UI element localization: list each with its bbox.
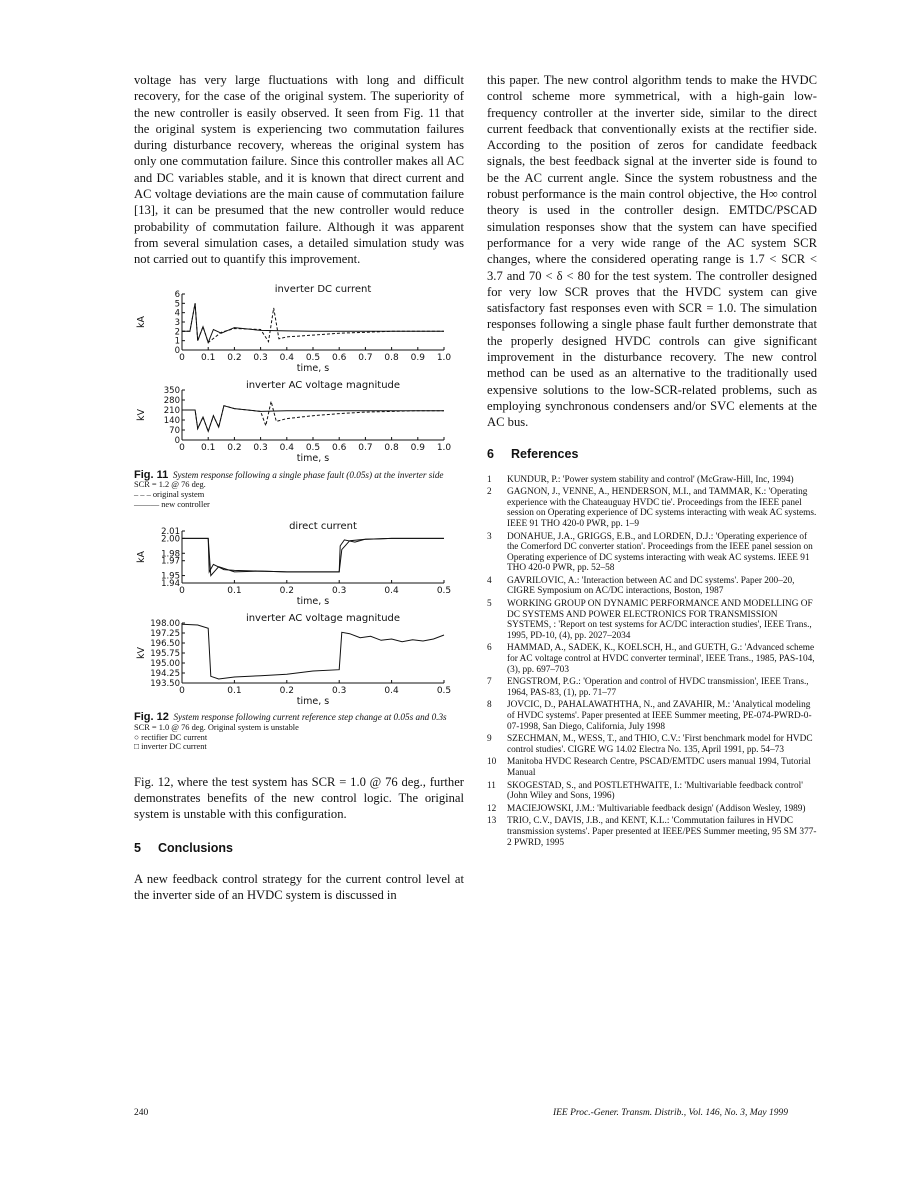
reference-text: HAMMAD, A., SADEK, K., KOELSCH, H., and GUETH, G.: 'Advanced scheme for AC voltage control at HVDC converter terminal', IEEE Trans., 1985, PAS-104, (3), pp. 697–703 xyxy=(507,643,815,675)
y-tick-label: 196.50 xyxy=(150,639,180,650)
y-tick-label: 197.25 xyxy=(150,629,180,640)
y-tick-label: 1.98 xyxy=(161,549,180,560)
y-tick-label: 2 xyxy=(174,326,180,337)
series-line-2 xyxy=(182,539,444,576)
chart-title: inverter DC current xyxy=(274,283,372,295)
y-tick-label: 280 xyxy=(163,395,180,406)
x-tick-label: 0.5 xyxy=(305,442,321,453)
reference-number: 2 xyxy=(487,487,492,498)
reference-text: SZECHMAN, M., WESS, T., and THIO, C.V.: 'First benchmark model for HVDC control studies'. CIGRE WG 14.02 Electra No. 135, April 1991, pp. 54–73 xyxy=(507,734,813,755)
series-line-1 xyxy=(182,539,444,573)
journal-footer: IEE Proc.-Gener. Transm. Distrib., Vol. 146, No. 3, May 1999 xyxy=(552,1108,788,1118)
x-tick-label: 0.3 xyxy=(332,686,347,697)
reference-text: SKOGESTAD, S., and POSTLETHWAITE, I.: 'Multivariable feedback control' (John Wiley and Sons, 1996) xyxy=(507,780,803,802)
right-column xyxy=(487,72,817,850)
reference-text: KUNDUR, P.: 'Power system stability and control' (McGraw-Hill, Inc, 1994) xyxy=(507,474,794,485)
x-tick-label: 0.6 xyxy=(332,442,347,453)
reference-number: 13 xyxy=(487,816,497,827)
fig12-legend-inverter: □ inverter DC current xyxy=(134,742,207,752)
reference-number: 4 xyxy=(487,575,492,586)
reference-item xyxy=(487,781,817,802)
reference-item xyxy=(487,643,817,675)
reference-text: JOVCIC, D., PAHALAWATHTHA, N., and ZAVAHIR, M.: 'Analytical modeling of HVDC systems'. Paper presented at IEEE Summer meeting, PE-074-PWRD-0-07-1998, San Diego, California, July 1998 xyxy=(507,700,812,732)
y-tick-label: 198.00 xyxy=(150,619,180,630)
y-tick-label: 195.75 xyxy=(150,649,180,660)
series-line-1 xyxy=(182,303,444,342)
reference-item xyxy=(487,576,817,597)
reference-number: 9 xyxy=(487,734,492,745)
reference-number: 7 xyxy=(487,677,492,688)
reference-number: 11 xyxy=(487,780,496,791)
y-tick-label: 6 xyxy=(174,289,180,300)
fig12-caption xyxy=(134,712,464,723)
reference-item xyxy=(487,804,817,815)
y-tick-label: 210 xyxy=(163,405,180,416)
y-tick-label: 0 xyxy=(174,435,180,446)
fig12-caption-text: System response following current reference step change at 0.05s and 0.3s xyxy=(173,712,447,723)
x-tick-label: 0.2 xyxy=(227,352,242,363)
reference-item xyxy=(487,532,817,574)
x-tick-label: 0.8 xyxy=(384,352,399,363)
section-5-heading xyxy=(134,841,464,855)
x-tick-label: 0.8 xyxy=(384,442,399,453)
reference-number: 3 xyxy=(487,531,492,542)
reference-text: DONAHUE, J.A., GRIGGS, E.B., and LORDEN, D.J.: 'Operating experience of the Comerford DC converter station'. Proceedings from the IEEE panel session on Operating experience of DC systems interacting with weak AC systems. IEEE 91 THO 420-0 PWR, pp. 52–58 xyxy=(507,531,813,574)
series-line-1 xyxy=(182,624,444,679)
y-tick-label: 1.94 xyxy=(161,579,180,590)
y-tick-label: 140 xyxy=(163,415,180,426)
reference-text: WORKING GROUP ON DYNAMIC PERFORMANCE AND MODELLING OF DC SYSTEMS AND POWER ELECTRONICS FOR TRANSMISSION SYSTEMS, : 'Report on test systems for AC/DC interaction studies', IEEE Trans., 1995, PD-10, (4), pp. 2027–2034 xyxy=(507,599,813,641)
y-axis-label: kA xyxy=(136,551,147,564)
x-tick-label: 0.4 xyxy=(384,686,399,697)
reference-number: 12 xyxy=(487,803,497,814)
reference-number: 8 xyxy=(487,700,492,711)
chart-title: inverter AC voltage magnitude xyxy=(245,613,401,625)
x-tick-label: 0.4 xyxy=(384,586,399,597)
fig11-note: SCR = 1.2 @ 76 deg. xyxy=(134,480,206,490)
y-tick-label: 2.01 xyxy=(161,527,180,538)
y-tick-label: 70 xyxy=(169,425,180,436)
reference-text: MACIEJOWSKI, J.M.: 'Multivariable feedback design' (Addison Wesley, 1989) xyxy=(507,803,806,814)
x-tick-label: 0.4 xyxy=(279,352,294,363)
fig12-legend-rectifier: ○ rectifier DC current xyxy=(134,732,208,742)
reference-item xyxy=(487,700,817,732)
chart-inverter-ac-voltage xyxy=(134,376,464,466)
chart-title: direct current xyxy=(289,521,357,533)
x-tick-label: 0.5 xyxy=(436,586,452,597)
reference-item xyxy=(487,475,817,486)
right-paragraph-1: this paper. The new control algorithm tends to make the HVDC control scheme more symmetrical, with a high-gain low-frequency controller at the inverter side, similar to the direct current feedback that conventionally exists at the rectifier side. According to the position of zeros for candidate feedback signals, the best feedback signal at the inverter side is found to be the AC current angle. Since the system robustness and the robust performance is the main control objective, the H∞ control theory is used in the controller design. EMTDC/PSCAD simulation responses show that the system can have specified performance for a very wide range of the AC system SCR changes, where the considered operating range is 1.7 < SCR < 3.7 and 70 < δ < 80 for the test system. The controller designed for very low SCR proves that the HVDC system can give satisfactory fast responses even with SCR = 1.0. The simulation responses following a single phase fault further demonstrate that the properly designed HVDC controls can give significant improvement in the disturbance recovery. The new control method can be used as an alternative to the traditionally used expensive solutions to the low-SCR-related problems, such as employing synchronous condensers and/or SVC elements at the AC bus. xyxy=(487,73,817,430)
x-tick-label: 1.0 xyxy=(436,352,452,363)
series-line-1 xyxy=(182,405,444,431)
reference-number: 5 xyxy=(487,599,492,610)
x-tick-label: 0.1 xyxy=(201,442,216,453)
reference-item xyxy=(487,677,817,698)
reference-text: Manitoba HVDC Research Centre, PSCAD/EMTDC users manual 1994, Tutorial Manual xyxy=(507,757,811,778)
x-tick-label: 0.1 xyxy=(227,686,242,697)
section-6-title: References xyxy=(511,446,579,461)
chart-inverter-dc-current xyxy=(134,280,464,376)
x-tick-label: 0.7 xyxy=(358,352,373,363)
x-tick-label: 0.1 xyxy=(201,352,216,363)
x-tick-label: 0.5 xyxy=(305,352,321,363)
reference-number: 1 xyxy=(487,474,492,485)
reference-text: GAGNON, J., VENNE, A., HENDERSON, M.I., and TAMMAR, K.: 'Operating experience with the Chateauguay HVDC tie'. Proceedings from the IEEE panel session on Operating experience of DC systems interacting with weak AC systems. IEEE 91 THO 420-0 PWR, pp. 1–9 xyxy=(507,487,817,529)
chart-direct-current xyxy=(134,517,464,609)
y-tick-label: 195.00 xyxy=(150,659,180,670)
fig11-label: Fig. 11 xyxy=(134,468,169,481)
left-paragraph-1: voltage has very large fluctuations with long and difficult recovery, for the case of the original system. The superiority of the new controller is easily observed. It seen from Fig. 11 that the original system is experiencing two commutation failures during disturbance recovery, whereas the original system has only one commutation failure. Since this controller makes all AC and DC variables stable, and it is known that direct current and AC voltage deviations are the main cause of commutation failure [13], it can be presumed that the new controller would reduce probability of commutation failure. Although it was apparent from several simulation cases, a detailed simulation study was not carried out to quantify this improvement. xyxy=(134,73,464,267)
x-tick-label: 0.4 xyxy=(279,442,294,453)
reference-item xyxy=(487,734,817,755)
y-tick-label: 5 xyxy=(174,298,180,309)
left-paragraph-3: A new feedback control strategy for the current control level at the inverter side of an HVDC system is discussed in xyxy=(134,871,464,902)
x-axis-label: time, s xyxy=(296,452,330,464)
x-tick-label: 0.9 xyxy=(410,442,425,453)
figure-11 xyxy=(134,280,464,510)
fig11-legend-original: – – – original system xyxy=(134,489,205,499)
left-paragraph-2: Fig. 12, where the test system has SCR = 1.0 @ 76 deg., further demonstrates benefits of the new control logic. The original system is unstable with this configuration. xyxy=(134,774,464,822)
x-tick-label: 0.1 xyxy=(227,586,242,597)
reference-list xyxy=(487,475,817,849)
fig11-legend-new: ——— new controller xyxy=(134,499,210,509)
y-tick-label: 193.50 xyxy=(150,679,180,690)
x-tick-label: 0.2 xyxy=(279,686,294,697)
reference-item xyxy=(487,816,817,848)
x-tick-label: 0.7 xyxy=(358,442,373,453)
fig11-caption xyxy=(134,470,464,481)
section-6-heading xyxy=(487,447,817,461)
x-tick-label: 0 xyxy=(179,686,185,697)
fig12-label: Fig. 12 xyxy=(134,711,169,724)
reference-text: GAVRILOVIC, A.: 'Interaction between AC and DC systems'. Paper 200–20, CIGRE Symposium on AC/DC interactions, Boston, 1987 xyxy=(507,575,795,597)
fig12-note: SCR = 1.0 @ 76 deg. Original system is unstable xyxy=(134,722,299,732)
figure-12 xyxy=(134,517,464,752)
y-tick-label: 1.95 xyxy=(161,571,180,582)
section-5-title: Conclusions xyxy=(158,840,234,855)
x-tick-label: 0 xyxy=(179,586,185,597)
section-6-number: 6 xyxy=(487,446,494,461)
left-column xyxy=(134,72,464,903)
x-axis-label: time, s xyxy=(296,362,330,374)
series-line-2 xyxy=(182,303,444,342)
reference-text: ENGSTROM, P.G.: 'Operation and control of HVDC transmission', IEEE Trans., 1964, PAS-83, (1), pp. 71–77 xyxy=(507,677,809,698)
reference-item xyxy=(487,599,817,641)
x-axis-label: time, s xyxy=(296,596,330,608)
x-tick-label: 0.2 xyxy=(227,442,242,453)
reference-text: TRIO, C.V., DAVIS, J.B., and KENT, K.L.: 'Commutation failures in HVDC transmission systems'. Paper presented at IEEE/PES Summer meeting, 95 SM 377-2 PWRD, 1995 xyxy=(507,816,817,848)
reference-item xyxy=(487,487,817,529)
x-tick-label: 0.3 xyxy=(253,442,268,453)
section-5-number: 5 xyxy=(134,840,141,855)
x-axis-label: time, s xyxy=(296,696,330,708)
y-tick-label: 1 xyxy=(174,336,180,347)
y-axis-label: kV xyxy=(136,647,147,660)
x-tick-label: 1.0 xyxy=(436,442,452,453)
chart-title: inverter AC voltage magnitude xyxy=(245,379,401,391)
x-tick-label: 0 xyxy=(179,352,185,363)
x-tick-label: 0.6 xyxy=(332,352,347,363)
reference-number: 6 xyxy=(487,643,492,654)
x-tick-label: 0.2 xyxy=(279,586,294,597)
y-tick-label: 350 xyxy=(163,385,180,396)
y-axis-label: kV xyxy=(136,408,147,421)
chart-inverter-ac-voltage-2 xyxy=(134,609,464,709)
x-tick-label: 0.3 xyxy=(253,352,268,363)
y-axis-label: kA xyxy=(136,315,147,328)
x-tick-label: 0.5 xyxy=(436,686,452,697)
y-tick-label: 194.25 xyxy=(150,669,180,680)
reference-number: 10 xyxy=(487,757,497,768)
page-number: 240 xyxy=(134,1108,149,1118)
reference-item xyxy=(487,757,817,778)
x-tick-label: 0 xyxy=(179,442,185,453)
y-tick-label: 1.97 xyxy=(161,556,180,567)
x-tick-label: 0.3 xyxy=(332,586,347,597)
y-tick-label: 0 xyxy=(174,345,180,356)
y-tick-label: 2.00 xyxy=(161,534,180,545)
fig11-caption-text: System response following a single phase fault (0.05s) at the inverter side xyxy=(172,469,444,480)
y-tick-label: 4 xyxy=(174,308,180,319)
y-tick-label: 3 xyxy=(174,317,180,328)
x-tick-label: 0.9 xyxy=(410,352,425,363)
